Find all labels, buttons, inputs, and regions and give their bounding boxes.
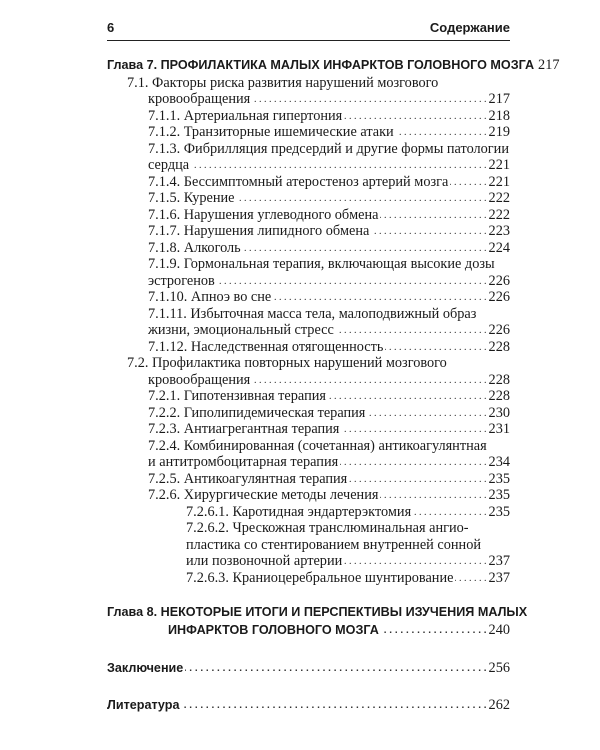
toc-entry-7-2-2[interactable]: [148, 405, 510, 422]
leader-dots: [340, 454, 486, 471]
toc-entry-7-2-1[interactable]: [148, 388, 510, 405]
toc-entry-title: 7.1.9. Гормональная терапия, включающая высокие дозы: [148, 256, 495, 272]
toc-entry-page: 219: [488, 124, 510, 140]
toc-entry-chapter-8-line-1[interactable]: [107, 604, 528, 621]
toc-entry-7-1-1[interactable]: [148, 108, 510, 125]
leader-dots: [367, 405, 486, 422]
toc-entry-7-2[interactable]: [148, 372, 510, 389]
toc-entry-page: 237: [488, 553, 510, 569]
toc-entry-7-2-4[interactable]: [148, 454, 510, 471]
toc-entry-title: 7.1.5. Курение: [148, 190, 235, 206]
toc-entry-7-2-6-2-line-1[interactable]: [186, 520, 510, 537]
toc-entry-conclusion[interactable]: [107, 660, 510, 677]
toc-entry-page: 228: [488, 388, 510, 404]
toc-entry-7-1-12[interactable]: [148, 339, 510, 356]
toc-entry-page: 262: [488, 697, 510, 713]
toc-entry-7-2-6-2[interactable]: [186, 553, 510, 570]
leader-dots: [191, 157, 486, 174]
toc-entry-7-1-line-1[interactable]: [127, 75, 510, 92]
toc-entry-title: жизни, эмоциональный стресс: [148, 322, 334, 338]
toc-entry-title: и антитромбоцитарная терапия: [148, 454, 339, 470]
toc-entry-page: 218: [488, 108, 510, 124]
toc-entry-title: 7.1.11. Избыточная масса тела, малоподвижный образ: [148, 306, 477, 322]
toc-entry-7-2-6-3[interactable]: [186, 570, 510, 587]
toc-entry-page: 226: [488, 273, 510, 289]
leader-dots: [349, 471, 486, 488]
toc-entry-title: 7.1.6. Нарушения углеводного обмена: [148, 207, 379, 223]
toc-entry-title: кровообращения: [148, 91, 251, 107]
toc-entry-title: 7.2.2. Гиполипидемическая терапия: [148, 405, 366, 421]
leader-dots: [252, 91, 486, 108]
toc-entry-title: 7.1.1. Артериальная гипертония: [148, 108, 343, 124]
toc-entry-page: 231: [488, 421, 510, 437]
toc-entry-title: Глава 8. НЕКОТОРЫЕ ИТОГИ И ПЕРСПЕКТИВЫ ИЗУЧЕНИЯ МАЛЫХ: [107, 605, 528, 619]
toc-entry-7-2-5[interactable]: [148, 471, 510, 488]
toc-entry-title: Литература: [107, 698, 180, 712]
toc-entry-title: сердца: [148, 157, 190, 173]
toc-entry-7-2-6[interactable]: [148, 487, 510, 504]
toc-entry-page: 222: [488, 207, 510, 223]
toc-entry-title: Глава 7. ПРОФИЛАКТИКА МАЛЫХ ИНФАРКТОВ ГОЛОВНОГО МОЗГА: [107, 58, 535, 72]
toc-entry-page: 240: [488, 622, 510, 638]
toc-entry-page: 222: [488, 190, 510, 206]
toc-entry-page: 235: [488, 487, 510, 503]
toc-entry-page: 234: [488, 454, 510, 470]
toc-entry-7-1-4[interactable]: [148, 174, 510, 191]
toc-entry-title: 7.1.7. Нарушения липидного обмена: [148, 223, 370, 239]
toc-entry-7-1-2[interactable]: [148, 124, 510, 141]
toc-entry-title: 7.2.6.2. Чрескожная транслюминальная ангио-: [186, 520, 469, 536]
leader-dots: [344, 553, 486, 570]
toc-entry-title: 7.1.2. Транзиторные ишемические атаки: [148, 124, 394, 140]
toc-entry-7-1-11[interactable]: [148, 322, 510, 339]
toc-entry-title: пластика со стентированием внутренней сонной: [186, 537, 481, 553]
toc-entry-title: эстрогенов: [148, 273, 215, 289]
toc-entry-title: 7.2.6. Хирургические методы лечения: [148, 487, 379, 503]
toc-entry-page: 226: [488, 289, 510, 305]
toc-entry-title: 7.2. Профилактика повторных нарушений мозгового: [127, 355, 447, 371]
toc-entry-page: 217: [538, 57, 560, 73]
toc-entry-7-2-6-2-line-2[interactable]: [186, 537, 510, 554]
toc-entry-page: 235: [488, 504, 510, 520]
toc-entry-title: 7.2.1. Гипотензивная терапия: [148, 388, 326, 404]
toc-entry-title: 7.1. Факторы риска развития нарушений мозгового: [127, 75, 439, 91]
leader-dots: [455, 570, 486, 587]
toc-entry-title: ИНФАРКТОВ ГОЛОВНОГО МОЗГА: [168, 623, 379, 637]
leader-dots: [341, 421, 486, 438]
leader-dots: [217, 273, 487, 290]
toc-entry-title: 7.1.8. Алкоголь: [148, 240, 241, 256]
toc-entry-page: 228: [488, 372, 510, 388]
leader-dots: [396, 124, 487, 141]
toc-entry-7-1-6[interactable]: [148, 207, 510, 224]
toc-entry-page: 224: [488, 240, 510, 256]
toc-entry-page: 256: [488, 660, 510, 676]
toc-entry-7-1-9-line-1[interactable]: [148, 256, 510, 273]
leader-dots: [336, 322, 487, 339]
toc-entry-title: 7.2.3. Антиагрегантная терапия: [148, 421, 340, 437]
toc-entry-title: кровообращения: [148, 372, 251, 388]
toc-entry-title: 7.2.6.3. Краниоцеребральное шунтирование: [186, 570, 454, 586]
toc-entry-title: 7.1.3. Фибрилляция предсердий и другие формы патологии: [148, 141, 509, 157]
toc-entry-7-1-11-line-1[interactable]: [148, 306, 510, 323]
leader-dots: [381, 622, 487, 639]
toc-entry-7-2-4-line-1[interactable]: [148, 438, 510, 455]
toc-entry-title: 7.1.10. Апноэ во сне: [148, 289, 272, 305]
toc-entry-page: 230: [488, 405, 510, 421]
toc-entry-7-2-3[interactable]: [148, 421, 510, 438]
leader-dots: [385, 339, 486, 356]
page-number: 6: [107, 20, 115, 35]
leader-dots: [344, 108, 486, 125]
leader-dots: [380, 487, 486, 504]
toc-entry-page: 217: [488, 91, 510, 107]
toc-entry-page: 237: [488, 570, 510, 586]
leader-dots: [371, 223, 486, 240]
toc-entry-page: 221: [488, 174, 510, 190]
leader-dots: [380, 207, 486, 224]
leader-dots: [243, 240, 487, 257]
toc-entry-page: 235: [488, 471, 510, 487]
toc-entry-7-1-7[interactable]: [148, 223, 510, 240]
leader-dots: [252, 372, 486, 389]
toc-entry-title: Заключение: [107, 661, 184, 675]
toc-entry-title: 7.2.5. Антикоагулянтная терапия: [148, 471, 348, 487]
toc-entry-page: 226: [488, 322, 510, 338]
leader-dots: [450, 174, 486, 191]
toc-entry-7-1-3[interactable]: [148, 157, 510, 174]
toc-entry-7-2-line-1[interactable]: [127, 355, 510, 372]
leader-dots: [185, 660, 486, 677]
toc-entry-title: или позвоночной артерии: [186, 553, 343, 569]
leader-dots: [413, 504, 486, 521]
toc-entry-7-1-3-line-1[interactable]: [148, 141, 510, 158]
toc-entry-page: 228: [488, 339, 510, 355]
leader-dots: [328, 388, 487, 405]
toc-entry-chapter-7[interactable]: [107, 57, 560, 74]
toc-entry-7-1-9[interactable]: [148, 273, 510, 290]
leader-dots: [181, 697, 486, 714]
toc-entry-chapter-8[interactable]: [168, 622, 510, 639]
toc-entry-title: 7.1.4. Бессимптомный атеростеноз артерий мозга: [148, 174, 449, 190]
leader-dots: [273, 289, 486, 306]
toc-entry-title: 7.2.6.1. Каротидная эндартерэктомия: [186, 504, 412, 520]
toc-entry-7-1-10[interactable]: [148, 289, 510, 306]
toc-entry-7-1-8[interactable]: [148, 240, 510, 257]
toc-entry-title: 7.2.4. Комбинированная (сочетанная) антикоагулянтная: [148, 438, 487, 454]
toc-entry-literature[interactable]: [107, 697, 510, 714]
toc-entry-7-2-6-1[interactable]: [186, 504, 510, 521]
toc-entry-7-1-5[interactable]: [148, 190, 510, 207]
running-section-title: Содержание: [429, 20, 510, 35]
toc-entry-title: 7.1.12. Наследственная отягощенность: [148, 339, 384, 355]
toc-entry-page: 221: [488, 157, 510, 173]
leader-dots: [237, 190, 487, 207]
toc-entry-page: 223: [488, 223, 510, 239]
toc-entry-7-1[interactable]: [148, 91, 510, 108]
